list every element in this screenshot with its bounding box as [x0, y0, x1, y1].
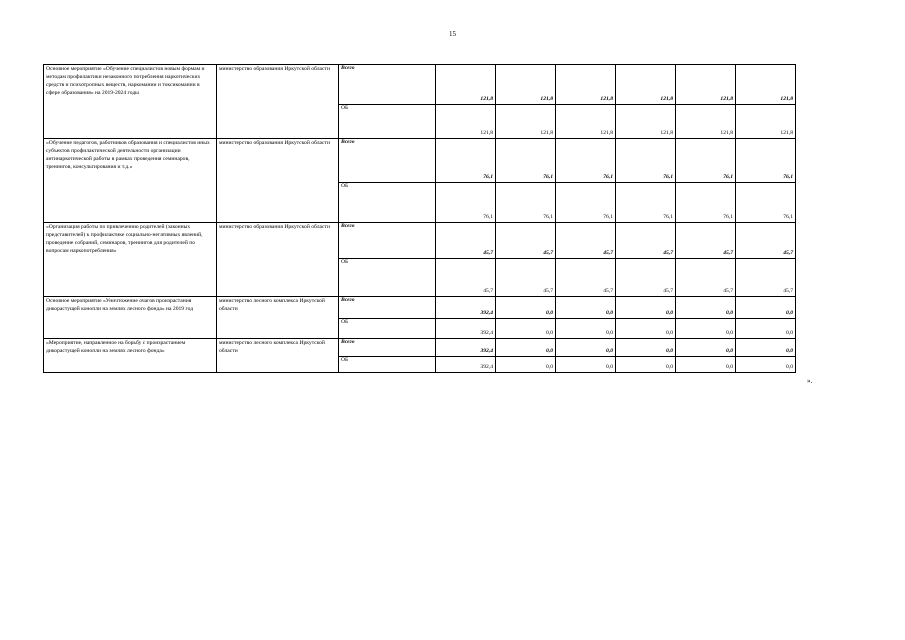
measure-description: Основное мероприятие «Уничтожение очагов произрастания дикорастущей конопли на землях лесного фонда» на 2019 год [44, 297, 217, 339]
ob-amount-cell: 76,1 [616, 183, 676, 223]
ob-amount-cell: 76,1 [436, 183, 496, 223]
total-amount-cell: 121,8 [556, 65, 616, 105]
funding-source-total-label: Всего [339, 223, 436, 259]
ob-amount-cell: 121,8 [556, 105, 616, 139]
responsible-executor: министерство лесного комплекса Иркутской области [217, 297, 339, 339]
ob-amount-cell: 121,8 [616, 105, 676, 139]
ob-amount-cell: 0,0 [616, 357, 676, 373]
table-row-total [44, 65, 796, 105]
ob-amount-cell: 0,0 [556, 357, 616, 373]
ob-amount-cell: 0,0 [676, 357, 736, 373]
responsible-executor: министерство лесного комплекса Иркутской области [217, 339, 339, 373]
funding-source-total-label: Всего [339, 297, 436, 319]
ob-amount-cell: 45,7 [616, 259, 676, 297]
funding-source-ob-label: ОБ [339, 357, 436, 373]
total-amount-cell: 45,7 [436, 223, 496, 259]
total-amount-cell: 45,7 [496, 223, 556, 259]
program-table [43, 64, 796, 373]
table-row-total [44, 223, 796, 259]
total-amount-cell: 392,4 [436, 339, 496, 357]
total-amount-cell: 76,1 [616, 139, 676, 183]
total-amount-cell: 76,1 [556, 139, 616, 183]
funding-source-total-label: Всего [339, 65, 436, 105]
total-amount-cell: 0,0 [676, 339, 736, 357]
ob-amount-cell: 45,7 [556, 259, 616, 297]
responsible-executor: министерство образования Иркутской области [217, 65, 339, 139]
page-number: 15 [449, 30, 456, 38]
ob-amount-cell: 76,1 [496, 183, 556, 223]
ob-amount-cell: 121,8 [436, 105, 496, 139]
total-amount-cell: 45,7 [676, 223, 736, 259]
total-amount-cell: 0,0 [556, 339, 616, 357]
ob-amount-cell: 0,0 [496, 357, 556, 373]
table-row-total [44, 139, 796, 183]
funding-source-ob-label: ОБ [339, 105, 436, 139]
table-row-total [44, 339, 796, 357]
total-amount-cell: 0,0 [616, 339, 676, 357]
ob-amount-cell: 45,7 [676, 259, 736, 297]
total-amount-cell: 0,0 [676, 297, 736, 319]
total-amount-cell: 121,8 [616, 65, 676, 105]
total-amount-cell: 0,0 [556, 297, 616, 319]
responsible-executor: министерство образования Иркутской области [217, 139, 339, 223]
ob-amount-cell: 121,8 [496, 105, 556, 139]
ob-amount-cell: 76,1 [676, 183, 736, 223]
total-amount-cell: 121,8 [436, 65, 496, 105]
ob-amount-cell: 0,0 [736, 319, 796, 339]
total-amount-cell: 45,7 [616, 223, 676, 259]
ob-amount-cell: 121,8 [676, 105, 736, 139]
total-amount-cell: 121,8 [676, 65, 736, 105]
funding-source-ob-label: ОБ [339, 183, 436, 223]
ob-amount-cell: 0,0 [676, 319, 736, 339]
total-amount-cell: 76,1 [436, 139, 496, 183]
ob-amount-cell: 392,4 [436, 357, 496, 373]
ob-amount-cell: 45,7 [496, 259, 556, 297]
ob-amount-cell: 121,8 [736, 105, 796, 139]
total-amount-cell: 45,7 [556, 223, 616, 259]
total-amount-cell: 0,0 [616, 297, 676, 319]
funding-source-total-label: Всего [339, 139, 436, 183]
ob-amount-cell: 392,4 [436, 319, 496, 339]
total-amount-cell: 76,1 [736, 139, 796, 183]
total-amount-cell: 45,7 [736, 223, 796, 259]
measure-description: Основное мероприятие «Обучение специалистов новым формам и методам профилактики незаконного потребления наркотических средств и психотропных веществ, наркомании и токсикомании в сфере образования» на 2019-2024 годы [44, 65, 217, 139]
ob-amount-cell: 0,0 [736, 357, 796, 373]
total-amount-cell: 0,0 [496, 339, 556, 357]
funding-source-total-label: Всего [339, 339, 436, 357]
measure-description: «Мероприятие, направленное на борьбу с произрастанием дикорастущей конопли на землях лесного фонда» [44, 339, 217, 373]
total-amount-cell: 392,4 [436, 297, 496, 319]
ob-amount-cell: 0,0 [616, 319, 676, 339]
table-row-total [44, 297, 796, 319]
total-amount-cell: 0,0 [496, 297, 556, 319]
measure-description: «Организация работы по привлечению родителей (законных представителей) к профилактике социально-негативных явлений, проведение собраний, семинаров, тренингов для родителей по вопросам наркопотребления» [44, 223, 217, 297]
responsible-executor: министерство образования Иркутской области [217, 223, 339, 297]
ob-amount-cell: 76,1 [736, 183, 796, 223]
closing-quote-mark: ». [807, 377, 813, 385]
ob-amount-cell: 0,0 [496, 319, 556, 339]
ob-amount-cell: 76,1 [556, 183, 616, 223]
total-amount-cell: 76,1 [496, 139, 556, 183]
ob-amount-cell: 45,7 [436, 259, 496, 297]
ob-amount-cell: 45,7 [736, 259, 796, 297]
total-amount-cell: 121,8 [496, 65, 556, 105]
total-amount-cell: 0,0 [736, 297, 796, 319]
total-amount-cell: 121,8 [736, 65, 796, 105]
total-amount-cell: 76,1 [676, 139, 736, 183]
table-body [44, 65, 796, 373]
measure-description: «Обучение педагогов, работников образования и специалистов иных субъектов профилактической деятельности организации антинаркотической работы в рамках проведения семинаров, тренингов, консультирования и т.д.» [44, 139, 217, 223]
ob-amount-cell: 0,0 [556, 319, 616, 339]
total-amount-cell: 0,0 [736, 339, 796, 357]
funding-source-ob-label: ОБ [339, 259, 436, 297]
funding-source-ob-label: ОБ [339, 319, 436, 339]
